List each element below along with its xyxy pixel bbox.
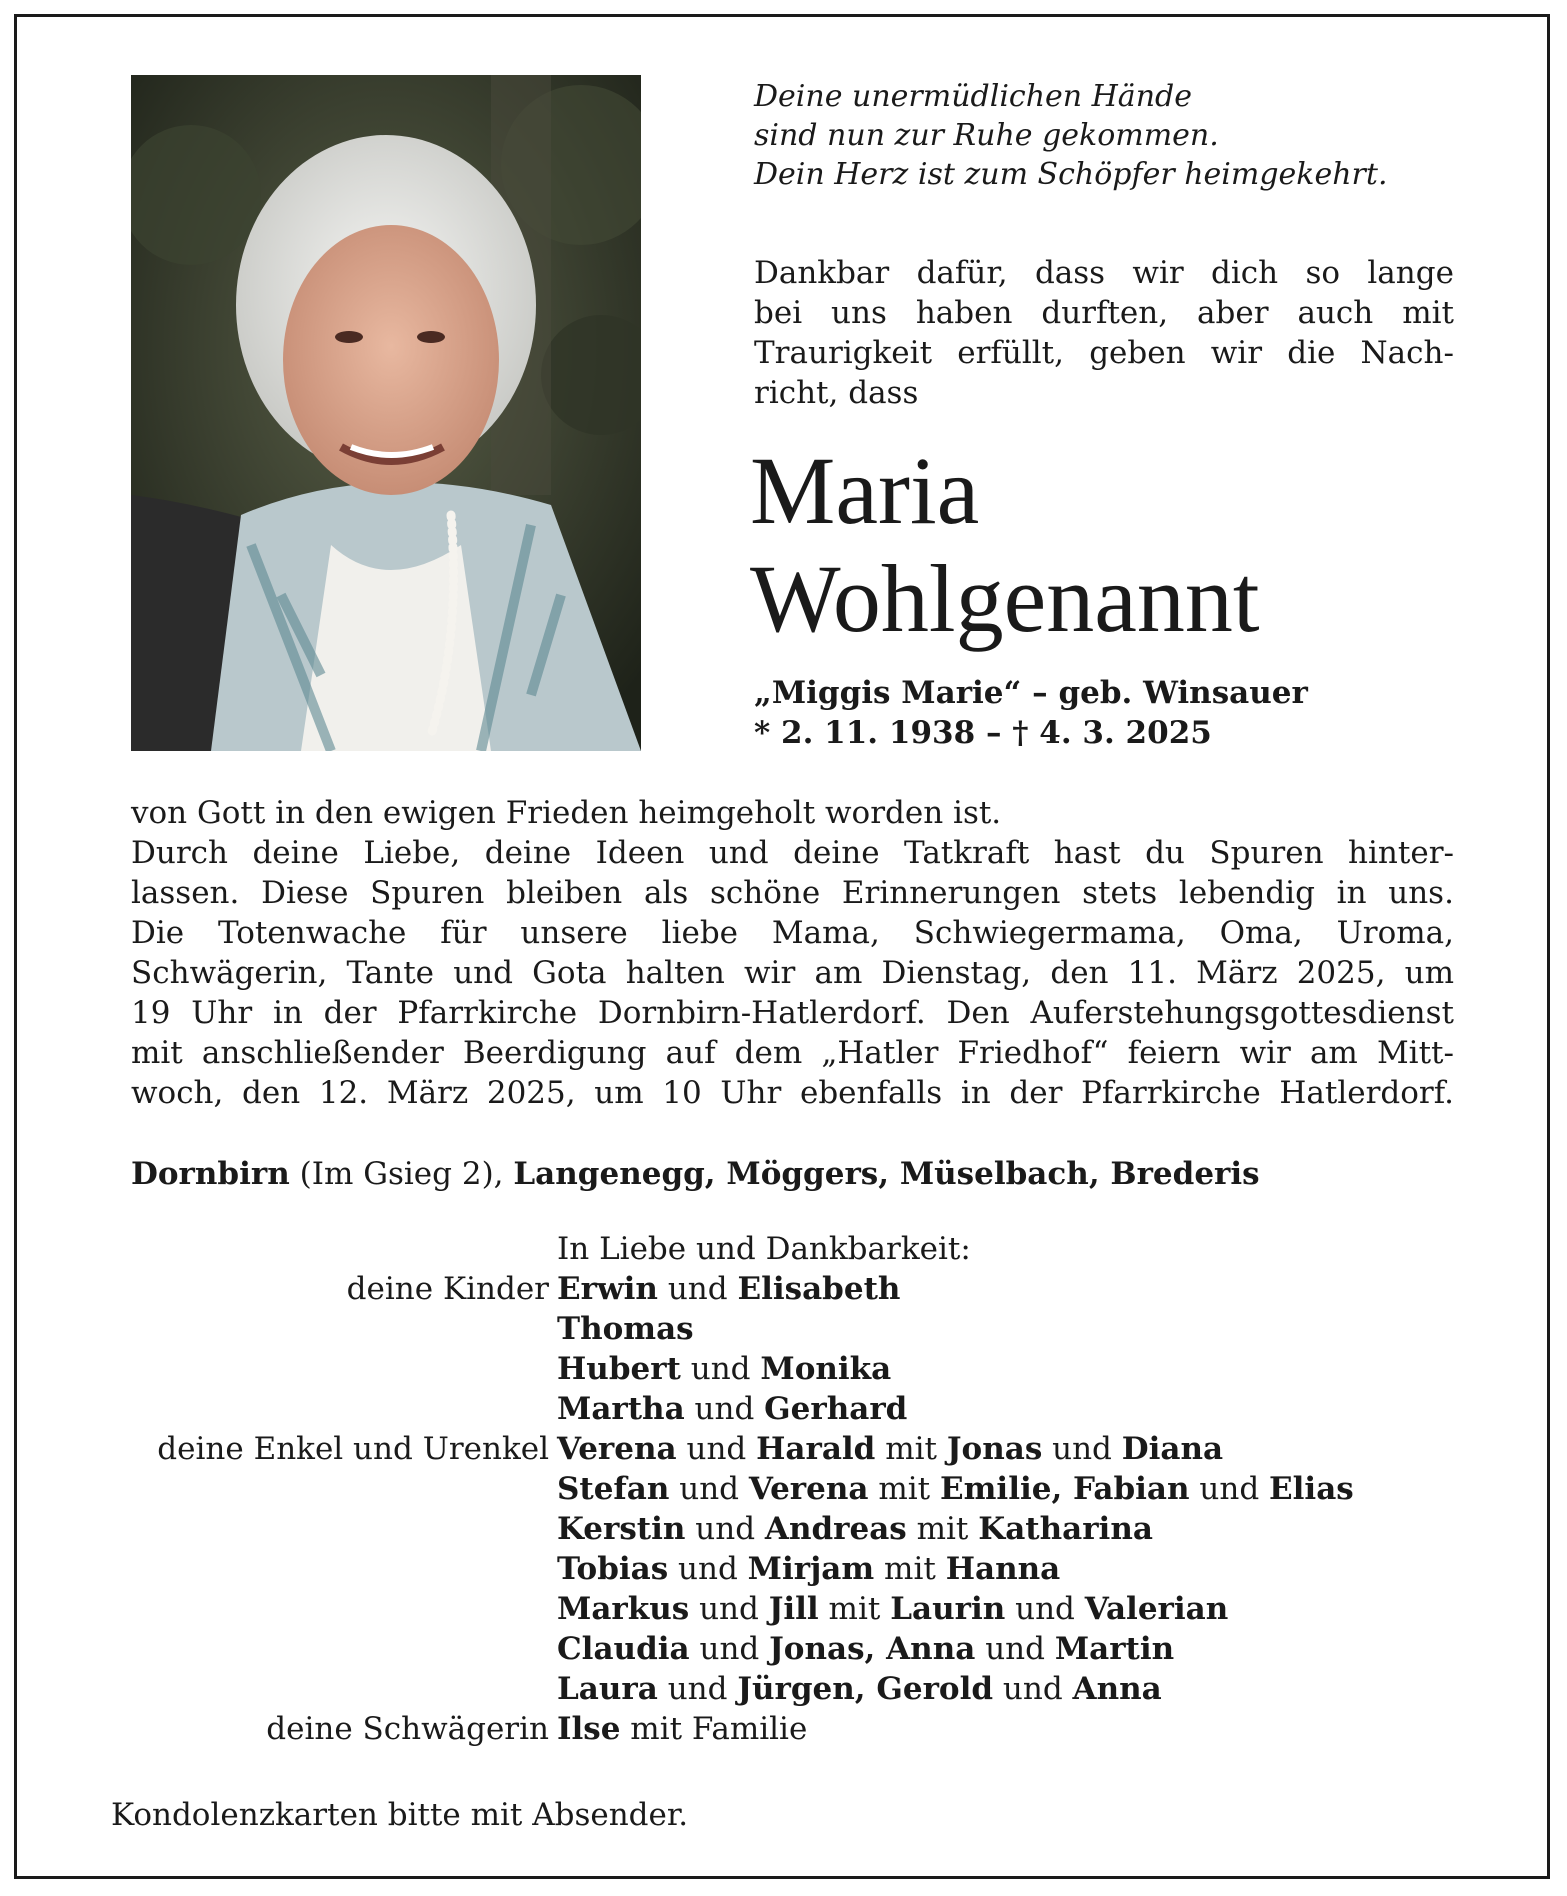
relative-name: Stefan [557, 1471, 670, 1507]
connector-text: und [975, 1631, 1055, 1667]
relative-name: Laura [557, 1671, 658, 1707]
relative-name: Katharina [978, 1511, 1153, 1547]
relative-name: Markus [557, 1591, 690, 1627]
connector-text: und [668, 1551, 748, 1587]
body-line: Durch deine Liebe, deine Ideen und deine Tatkraft hast du Spuren hinter- [131, 835, 1454, 871]
body-line: Die Totenwache für unsere liebe Mama, Schwiegermama, Oma, Uroma, [131, 915, 1454, 951]
body-line: mit anschließender Beerdigung auf dem „Hatler Friedhof“ feiern wir am Mitt- [131, 1035, 1454, 1071]
relative-names [557, 1389, 907, 1429]
relative-name: Elisabeth [737, 1271, 901, 1307]
relative-name: Jürgen, Gerold [737, 1671, 994, 1707]
relative-names [557, 1709, 807, 1749]
quote-line: Deine unermüdlichen Hände [754, 79, 1192, 114]
connector-text: und [689, 1591, 769, 1627]
relative-name: Mirjam [747, 1551, 875, 1587]
connector-text: und [685, 1511, 765, 1547]
connector-text: und [657, 1271, 738, 1307]
connector-text: und [689, 1631, 770, 1667]
family-heading-row [17, 1229, 1547, 1269]
relation-label: deine Kinder [346, 1271, 549, 1307]
family-row [17, 1349, 1547, 1389]
relative-name: Hubert [557, 1351, 681, 1387]
family-row [17, 1469, 1547, 1509]
relative-name: Martha [557, 1391, 685, 1427]
memorial-quote [754, 77, 1514, 194]
connector-text: und [684, 1391, 765, 1427]
connector-text: und [993, 1671, 1073, 1707]
connector-text: mit [868, 1471, 940, 1507]
family-row [17, 1589, 1547, 1629]
family-row [17, 1709, 1547, 1749]
connector-text: und [1042, 1431, 1122, 1467]
deceased-name [750, 437, 1259, 653]
intro-line: richt, dass [754, 375, 919, 411]
intro-paragraph [754, 253, 1454, 413]
relative-name: Diana [1121, 1431, 1224, 1467]
relative-name: Emilie, Fabian [939, 1471, 1190, 1507]
relative-names [557, 1509, 1153, 1549]
relative-names [557, 1309, 694, 1349]
body-line: Schwägerin, Tante und Gota halten wir am Dienstag, den 11. März 2025, um [131, 955, 1454, 991]
places-line [131, 1154, 1260, 1194]
quote-line: Dein Herz ist zum Schöpfer heimgekehrt. [754, 157, 1388, 192]
connector-text: und [1189, 1471, 1270, 1507]
body-line: woch, den 12. März 2025, um 10 Uhr ebenfalls in der Pfarrkirche Hatlerdorf. [131, 1075, 1454, 1111]
body-line: lassen. Diese Spuren bleiben als schöne Erinnerungen stets lebendig in uns. [131, 875, 1454, 911]
intro-line: bei uns haben durften, aber auch mit [754, 295, 1454, 331]
family-row [17, 1509, 1547, 1549]
connector-text: und [1005, 1591, 1085, 1627]
family-row [17, 1629, 1547, 1669]
relative-names [557, 1629, 1174, 1669]
relative-names [557, 1269, 900, 1309]
relative-names [557, 1589, 1228, 1629]
last-name: Wohlgenannt [750, 545, 1260, 652]
intro-line: Dankbar dafür, dass wir dich so lange [754, 255, 1454, 291]
connector-text: mit [818, 1591, 891, 1627]
condolence-note: Kondolenzkarten bitte mit Absender. [111, 1797, 689, 1833]
relative-name: Tobias [557, 1551, 669, 1587]
body-line: von Gott in den ewigen Frieden heimgeholt worden ist. [131, 795, 1002, 831]
relative-names [557, 1549, 1060, 1589]
name-details [754, 673, 1308, 753]
connector-text: und [657, 1671, 738, 1707]
relative-name: Claudia [557, 1631, 690, 1667]
relative-name: Ilse [557, 1711, 621, 1747]
nickname-line: „Miggis Marie“ – geb. Winsauer [754, 675, 1308, 711]
relative-name: Monika [760, 1351, 892, 1387]
relative-name: Kerstin [557, 1511, 686, 1547]
relative-name: Gerhard [764, 1391, 908, 1427]
portrait-photo [131, 75, 641, 751]
family-row [17, 1669, 1547, 1709]
place-address: (Im Gsieg 2), [289, 1156, 514, 1192]
relation-label: deine Enkel und Urenkel [157, 1431, 549, 1467]
relative-name: Laurin [890, 1591, 1006, 1627]
relative-names [557, 1469, 1354, 1509]
connector-text: mit [874, 1551, 946, 1587]
connector-text: mit Familie [620, 1711, 808, 1747]
connector-text: und [676, 1431, 757, 1467]
dates-line: * 2. 11. 1938 – † 4. 3. 2025 [754, 715, 1212, 751]
relative-name: Harald [756, 1431, 876, 1467]
connector-text: mit [906, 1511, 979, 1547]
family-row [17, 1309, 1547, 1349]
relative-name: Elias [1269, 1471, 1354, 1507]
relative-names [557, 1349, 891, 1389]
relative-name: Andreas [764, 1511, 907, 1547]
relative-names [557, 1669, 1162, 1709]
relative-name: Verena [748, 1471, 869, 1507]
relation-label: deine Schwägerin [266, 1711, 549, 1747]
place-primary: Dornbirn [131, 1156, 290, 1192]
relative-names [557, 1429, 1223, 1469]
intro-line: Traurigkeit erfüllt, geben wir die Nach- [754, 335, 1454, 371]
body-line: 19 Uhr in der Pfarrkirche Dornbirn-Hatlerdorf. Den Auferstehungsgottesdienst [131, 995, 1454, 1031]
relative-name: Martin [1054, 1631, 1175, 1667]
relative-name: Jonas [946, 1431, 1043, 1467]
relative-name: Verena [557, 1431, 677, 1467]
connector-text: mit [875, 1431, 947, 1467]
relative-name: Thomas [557, 1311, 694, 1347]
family-row [17, 1429, 1547, 1469]
relative-name: Hanna [945, 1551, 1061, 1587]
family-row [17, 1549, 1547, 1589]
quote-line: sind nun zur Ruhe gekommen. [754, 118, 1219, 153]
connector-text: und [669, 1471, 749, 1507]
family-list [17, 1229, 1547, 1749]
body-text [131, 793, 1454, 1113]
family-heading: In Liebe und Dankbarkeit: [557, 1231, 971, 1267]
relative-name: Jill [768, 1591, 819, 1627]
family-row [17, 1389, 1547, 1429]
obituary-notice [14, 14, 1550, 1879]
family-row [17, 1269, 1547, 1309]
connector-text: und [680, 1351, 761, 1387]
relative-name: Erwin [557, 1271, 658, 1307]
place-others: Langenegg, Möggers, Müselbach, Brederis [513, 1156, 1260, 1192]
relative-name: Valerian [1084, 1591, 1229, 1627]
relative-name: Jonas, Anna [769, 1631, 976, 1667]
relative-name: Anna [1072, 1671, 1162, 1707]
first-name: Maria [750, 437, 980, 544]
